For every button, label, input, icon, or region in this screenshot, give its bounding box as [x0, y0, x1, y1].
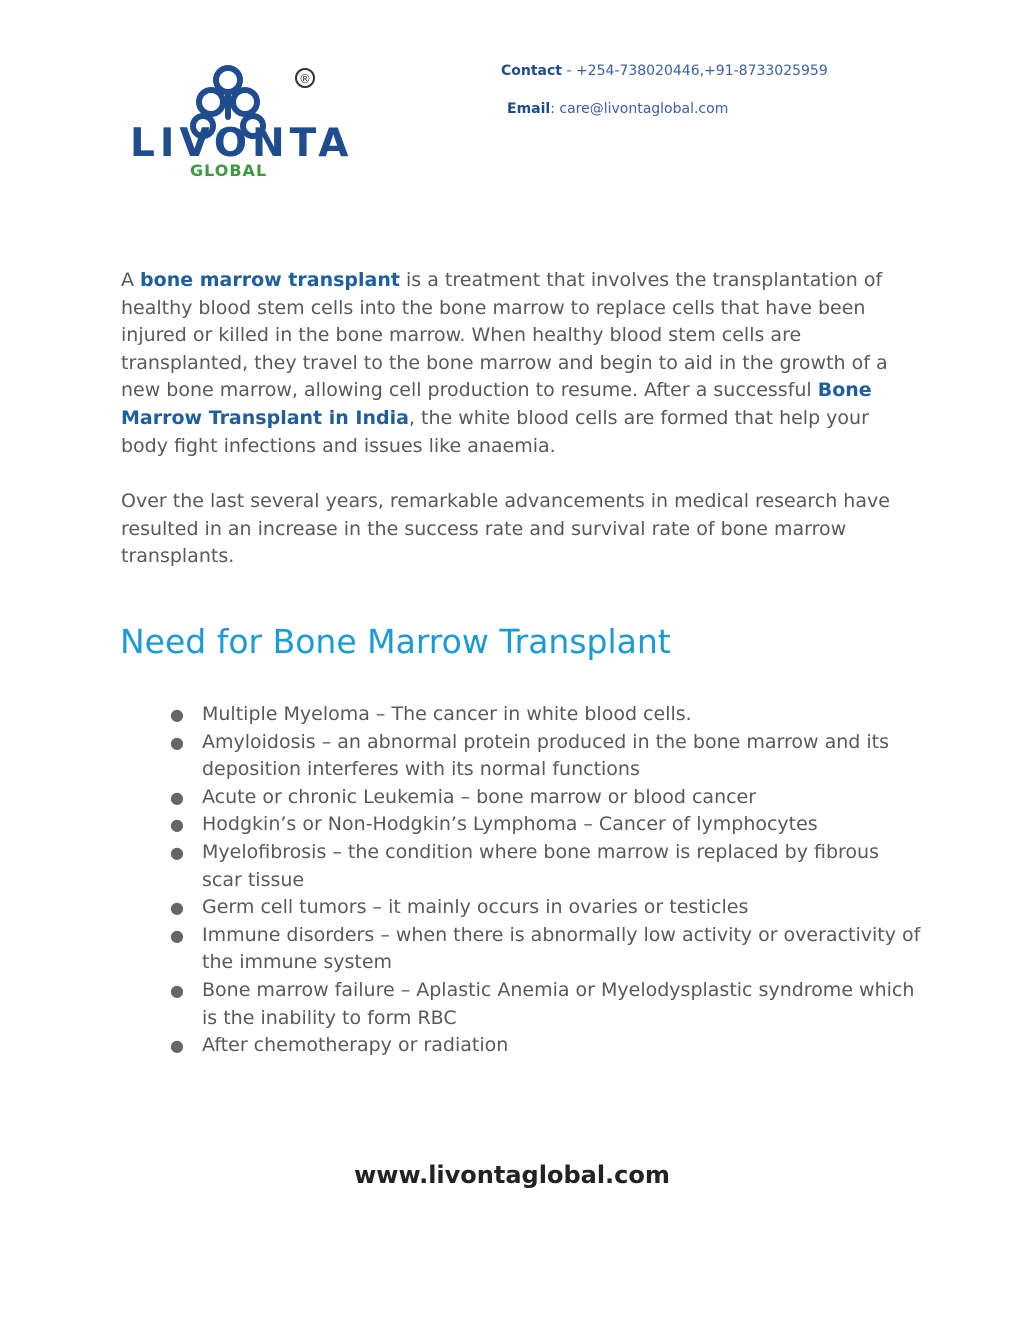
list-item-text: After chemotherapy or radiation: [202, 1034, 509, 1057]
bullet-icon: ●: [170, 705, 184, 724]
list-item-text: Myelofibrosis – the condition where bone marrow is replaced by fibrous scar tissue: [202, 840, 879, 891]
brand-name: LIVONTA: [130, 121, 348, 166]
list-item: [170, 839, 922, 894]
list-item-text: Hodgkin’s or Non-Hodgkin’s Lymphoma – Cancer of lymphocytes: [202, 813, 818, 836]
intro-text-a: A: [121, 269, 141, 291]
list-item: [170, 811, 922, 839]
contact-phone: +254-738020446,+91-8733025959: [575, 63, 828, 79]
bullet-icon: ●: [170, 732, 184, 752]
list-item: [170, 784, 922, 812]
brand-subname: GLOBAL: [190, 161, 268, 180]
list-item-text: Amyloidosis – an abnormal protein produced in the bone marrow and its deposition interferes with its normal functions: [202, 730, 889, 781]
registered-mark: ®: [299, 72, 311, 86]
list-item: [170, 922, 922, 977]
list-item: [170, 894, 922, 922]
email-line: [507, 101, 728, 117]
bone-marrow-transplant-link[interactable]: bone marrow transplant: [140, 269, 400, 291]
livonta-logo: [128, 62, 348, 182]
email-label: Email: [507, 101, 551, 117]
list-item-text: Germ cell tumors – it mainly occurs in ovaries or testicles: [202, 896, 749, 919]
contact-label: Contact: [501, 63, 562, 79]
list-item-text: Bone marrow failure – Aplastic Anemia or Myelodysplastic syndrome which is the inability to form RBC: [202, 978, 915, 1029]
livonta-logo-mark-icon: [128, 62, 348, 182]
list-item: [170, 1032, 922, 1060]
email-address[interactable]: care@livontaglobal.com: [559, 101, 729, 117]
intro-paragraph: [121, 267, 921, 460]
bullet-icon: ●: [170, 842, 184, 862]
bullet-icon: ●: [170, 898, 184, 918]
intro-text-b: is a treatment that involves the transplantation of healthy blood stem cells into the bone marrow to replace cells that have been injured or killed in the bone marrow. When healthy blood stem cells are transplanted, they travel to the bone marrow and begin to aid in the growth of a new bone marrow, allowing cell production to resume. After a successful: [121, 269, 888, 402]
list-item: [170, 977, 922, 1032]
contact-line: [501, 63, 828, 79]
indications-list: [170, 701, 922, 1060]
bmt-india-link[interactable]: Bone Marrow Transplant in India: [121, 379, 872, 429]
bullet-icon: ●: [170, 787, 184, 807]
list-item-text: Acute or chronic Leukemia – bone marrow or blood cancer: [202, 785, 757, 808]
bullet-icon: ●: [170, 980, 184, 1000]
email-separator: :: [550, 101, 560, 117]
list-item-text: Multiple Myeloma – The cancer in white blood cells.: [202, 703, 692, 725]
bullet-icon: ●: [170, 1036, 184, 1056]
contact-separator: -: [562, 63, 576, 79]
list-item: [170, 701, 922, 729]
advancements-paragraph: Over the last several years, remarkable advancements in medical research have resulted in an increase in the success rate and survival rate of bone marrow transplants.: [121, 490, 890, 568]
footer-website-link[interactable]: www.livontaglobal.com: [354, 1161, 670, 1189]
section-heading: Need for Bone Marrow Transplant: [120, 622, 671, 661]
intro-text-c: , the white blood cells are formed that help your body fight infections and issues like anaemia.: [121, 406, 869, 457]
bullet-icon: ●: [170, 815, 184, 835]
bullet-icon: ●: [170, 925, 184, 945]
list-item: [170, 729, 922, 784]
list-item-text: Immune disorders – when there is abnormally low activity or overactivity of the immune system: [202, 923, 921, 974]
